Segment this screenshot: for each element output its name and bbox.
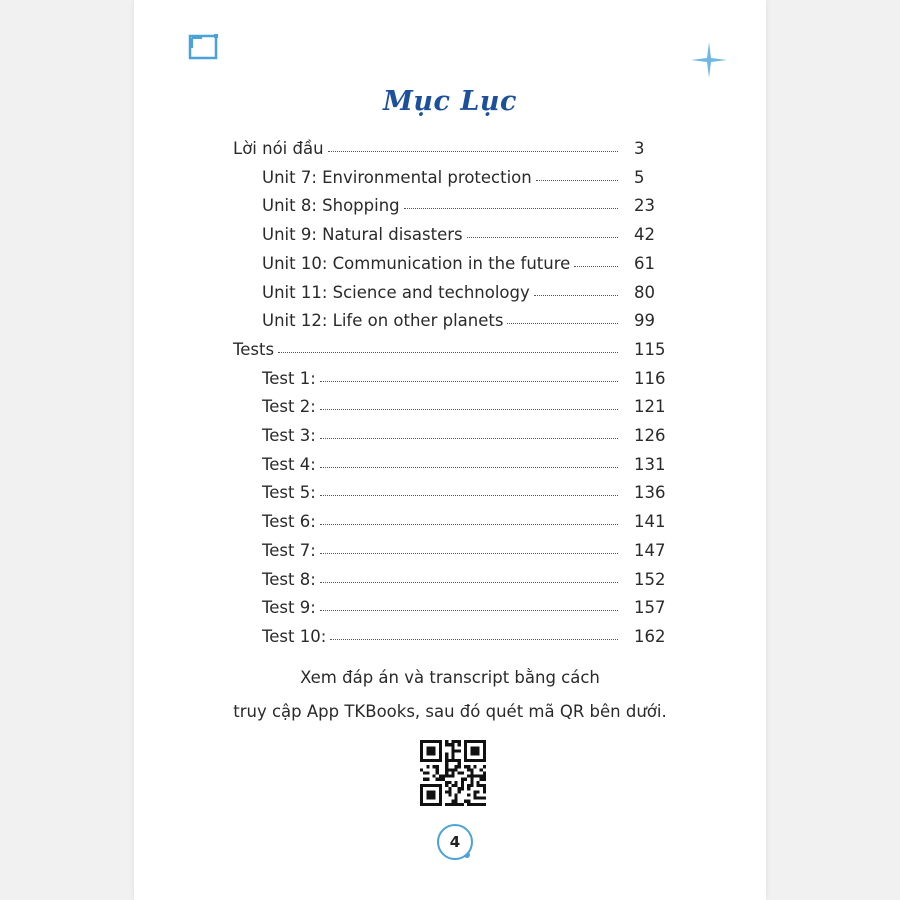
toc-entry[interactable] bbox=[262, 536, 666, 560]
toc-entry-label: Test 1: bbox=[262, 368, 316, 388]
toc-entry-page: 147 bbox=[634, 540, 666, 560]
note-line-2: truy cập App TKBooks, sau đó quét mã QR bên dưới. bbox=[233, 702, 667, 721]
toc-entry[interactable] bbox=[262, 507, 666, 532]
dot-leader bbox=[320, 610, 618, 611]
toc-entry-page: 61 bbox=[634, 253, 655, 273]
toc-entry[interactable] bbox=[262, 478, 666, 503]
toc-entry[interactable] bbox=[262, 278, 655, 302]
dot-leader bbox=[507, 323, 618, 324]
toc-entry[interactable] bbox=[262, 306, 655, 331]
dot-leader bbox=[467, 237, 618, 238]
dot-leader bbox=[320, 524, 618, 525]
toc-entry-page: 126 bbox=[634, 426, 666, 445]
toc-entry-page: 157 bbox=[634, 598, 666, 618]
toc-entry[interactable] bbox=[233, 134, 645, 158]
toc-entry-page: 42 bbox=[634, 225, 655, 245]
toc-entry-label: Test 10: bbox=[262, 626, 327, 646]
dot-leader bbox=[320, 409, 618, 410]
toc-entry-label: Unit 10: Communication in the future bbox=[262, 253, 571, 273]
dot-leader bbox=[536, 180, 618, 181]
toc-entry-page: 99 bbox=[634, 311, 655, 331]
toc-entry-label: Test 9: bbox=[262, 598, 316, 618]
toc-entry[interactable] bbox=[262, 220, 655, 245]
toc-entry-label: Test 6: bbox=[262, 512, 316, 532]
page-number: 4 bbox=[437, 824, 473, 860]
toc-entry-page: 121 bbox=[634, 397, 666, 417]
toc-entry[interactable] bbox=[262, 565, 666, 589]
toc-entry-page: 3 bbox=[634, 139, 645, 158]
toc-entry[interactable] bbox=[262, 191, 655, 216]
dot-leader bbox=[574, 266, 618, 267]
toc-entry-label: Unit 7: Environmental protection bbox=[262, 167, 532, 187]
toc-entry-page: 136 bbox=[634, 483, 666, 503]
toc-entry-label: Test 4: bbox=[262, 454, 316, 474]
toc-entry-label: Tests bbox=[233, 339, 275, 359]
toc-entry-label: Unit 8: Shopping bbox=[262, 196, 400, 216]
toc-entry[interactable] bbox=[262, 450, 666, 474]
toc-entry-page: 5 bbox=[634, 167, 645, 187]
dot-leader bbox=[320, 495, 618, 496]
book-page bbox=[134, 0, 766, 900]
toc-entry-label: Test 8: bbox=[262, 569, 316, 589]
dot-leader bbox=[534, 295, 618, 296]
dot-leader bbox=[278, 352, 618, 353]
toc-entry[interactable] bbox=[262, 421, 666, 445]
toc-entry-label: Test 3: bbox=[262, 426, 316, 445]
toc-entry[interactable] bbox=[262, 163, 645, 187]
dot-leader bbox=[320, 381, 618, 382]
toc-entry-page: 152 bbox=[634, 569, 666, 589]
dot-leader bbox=[404, 208, 618, 209]
toc-entry-page: 116 bbox=[634, 368, 666, 388]
toc-entry[interactable] bbox=[262, 593, 666, 618]
toc-entry-label: Unit 9: Natural disasters bbox=[262, 225, 463, 245]
page-title: Mục Lục bbox=[383, 86, 517, 117]
toc-entry[interactable] bbox=[262, 249, 655, 273]
toc-entry-label: Unit 11: Science and technology bbox=[262, 282, 530, 302]
dot-leader bbox=[330, 639, 618, 640]
toc-entry-page: 162 bbox=[634, 626, 666, 646]
toc-entry-label: Unit 12: Life on other planets bbox=[262, 311, 504, 331]
toc-entry-label: Test 2: bbox=[262, 397, 316, 417]
header-decoration bbox=[134, 0, 766, 80]
toc-entry-page: 115 bbox=[634, 339, 666, 359]
dot-leader bbox=[328, 151, 618, 152]
qr-code-icon[interactable] bbox=[420, 740, 486, 806]
toc-entry-page: 80 bbox=[634, 282, 655, 302]
dot-leader bbox=[320, 553, 618, 554]
toc-entry-page: 23 bbox=[634, 196, 655, 216]
toc-entry[interactable] bbox=[262, 364, 666, 388]
dot-leader bbox=[320, 582, 618, 583]
dot-leader bbox=[320, 438, 618, 439]
toc-entry[interactable] bbox=[233, 335, 666, 359]
toc-entry[interactable] bbox=[262, 392, 666, 417]
note-line-1: Xem đáp án và transcript bằng cách bbox=[300, 668, 600, 687]
toc-entry-label: Lời nói đầu bbox=[233, 139, 324, 158]
toc-entry-page: 131 bbox=[634, 454, 666, 474]
toc-entry-label: Test 7: bbox=[262, 540, 316, 560]
toc-entry-page: 141 bbox=[634, 512, 666, 532]
toc-entry-label: Test 5: bbox=[262, 483, 316, 503]
toc-entry[interactable] bbox=[262, 622, 666, 646]
dot-leader bbox=[320, 467, 618, 468]
